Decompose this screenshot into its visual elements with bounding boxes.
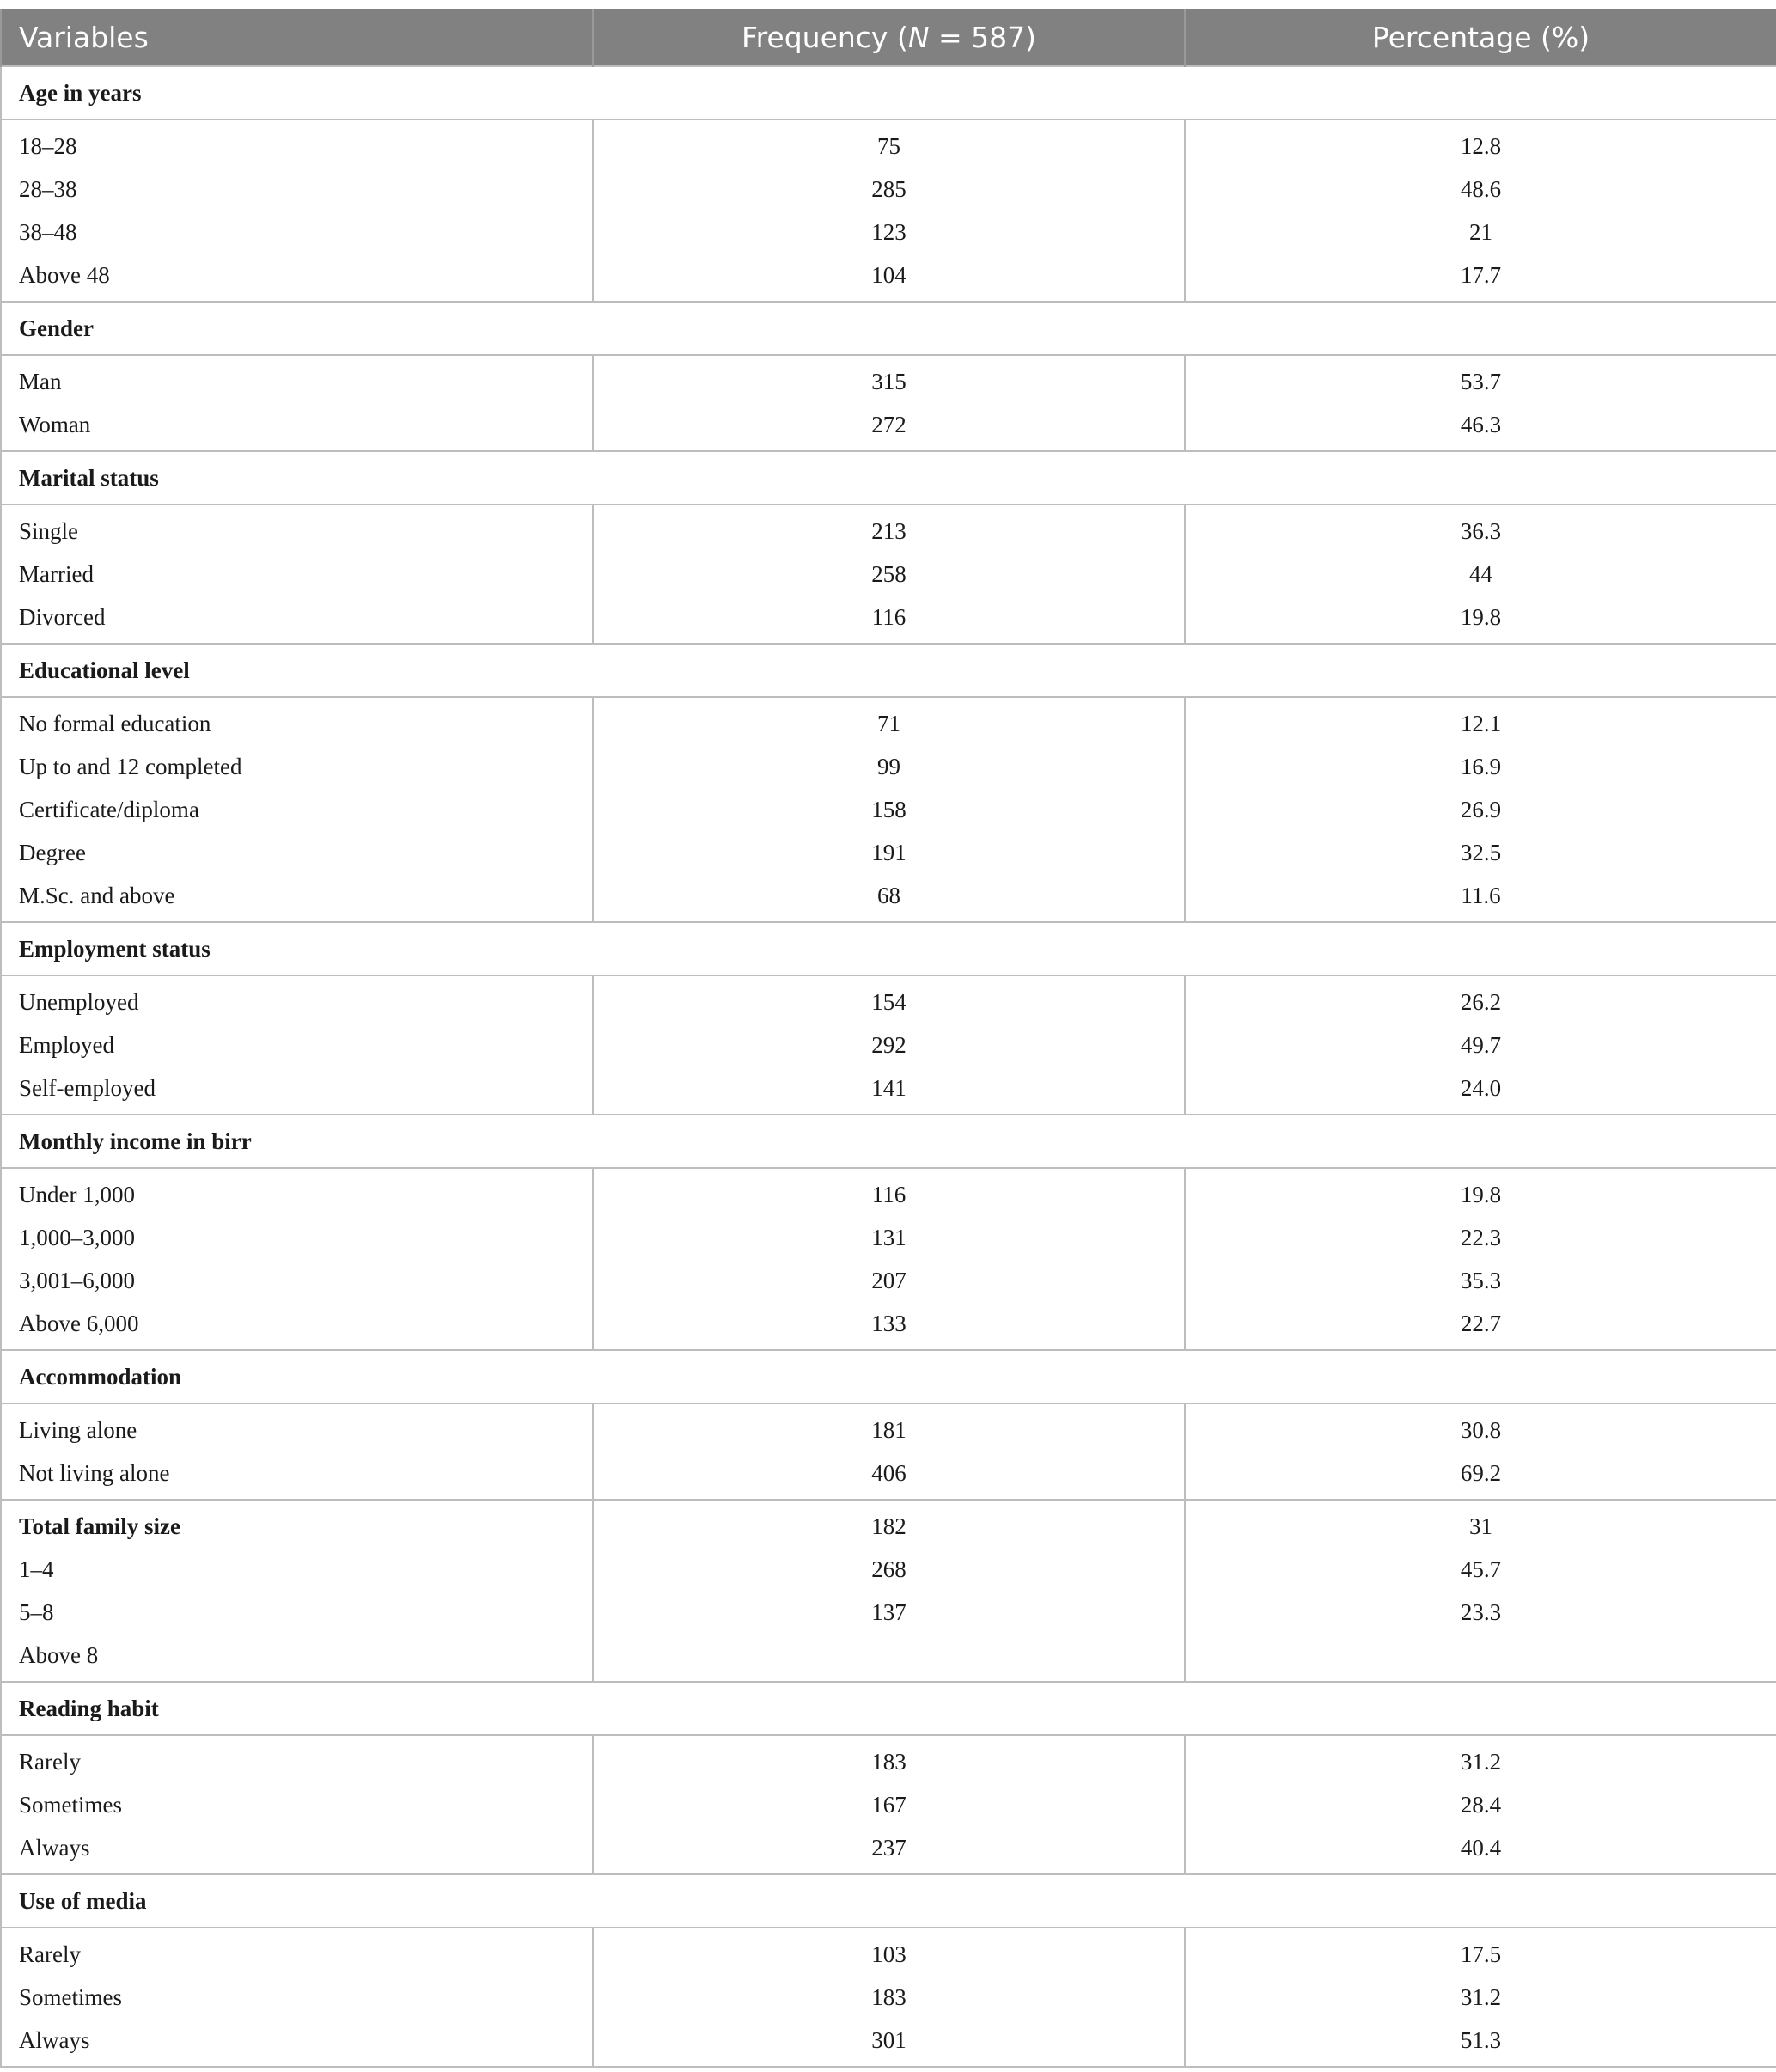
row-percentage: 44 (1185, 553, 1776, 596)
row-label: Above 48 (1, 254, 593, 302)
row-label: Always (1, 2019, 593, 2067)
row-frequency: 133 (593, 1302, 1185, 1350)
header-frequency-prefix: Frequency ( (741, 20, 908, 54)
table-row (1, 1259, 1776, 1302)
row-frequency (593, 1634, 1185, 1682)
row-frequency: 167 (593, 1783, 1185, 1826)
header-row (1, 9, 1776, 66)
row-frequency: 191 (593, 831, 1185, 874)
row-label: 18–28 (1, 119, 593, 168)
row-frequency: 71 (593, 697, 1185, 745)
table-row (1, 1591, 1776, 1634)
row-frequency: 99 (593, 745, 1185, 788)
row-frequency: 68 (593, 874, 1185, 922)
row-label: M.Sc. and above (1, 874, 593, 922)
row-label: 28–38 (1, 168, 593, 211)
row-percentage: 23.3 (1185, 1591, 1776, 1634)
row-frequency: 237 (593, 1826, 1185, 1874)
row-frequency: 137 (593, 1591, 1185, 1634)
row-percentage: 28.4 (1185, 1783, 1776, 1826)
row-frequency: 181 (593, 1403, 1185, 1452)
table-row (1, 553, 1776, 596)
header-variables: Variables (1, 9, 593, 66)
row-percentage: 17.7 (1185, 254, 1776, 302)
row-frequency: 103 (593, 1928, 1185, 1976)
table-row (1, 504, 1776, 553)
row-frequency: 158 (593, 788, 1185, 831)
table-row (1, 1024, 1776, 1067)
row-label: Self-employed (1, 1067, 593, 1115)
table-row (1, 1067, 1776, 1115)
row-frequency: 406 (593, 1452, 1185, 1500)
table-row (1, 1452, 1776, 1500)
row-percentage: 30.8 (1185, 1403, 1776, 1452)
table-row (1, 1783, 1776, 1826)
row-percentage: 40.4 (1185, 1826, 1776, 1874)
table-row (1, 745, 1776, 788)
row-label: 5–8 (1, 1591, 593, 1634)
section-header-row (1, 644, 1776, 697)
row-frequency: 207 (593, 1259, 1185, 1302)
table-row (1, 1168, 1776, 1216)
row-percentage: 49.7 (1185, 1024, 1776, 1067)
row-frequency: 315 (593, 355, 1185, 403)
table-row (1, 596, 1776, 644)
table-row (1, 1928, 1776, 1976)
section-title: Reading habit (1, 1682, 1776, 1735)
row-percentage: 22.7 (1185, 1302, 1776, 1350)
table-row (1, 1634, 1776, 1682)
row-label: Divorced (1, 596, 593, 644)
section-header-row (1, 1874, 1776, 1928)
row-label: 1,000–3,000 (1, 1216, 593, 1259)
row-percentage: 11.6 (1185, 874, 1776, 922)
row-frequency: 116 (593, 596, 1185, 644)
section-title: Accommodation (1, 1350, 1776, 1403)
row-percentage: 17.5 (1185, 1928, 1776, 1976)
row-frequency: 213 (593, 504, 1185, 553)
section-title: Marital status (1, 451, 1776, 504)
row-percentage: 21 (1185, 211, 1776, 254)
row-label: Not living alone (1, 1452, 593, 1500)
row-frequency: 75 (593, 119, 1185, 168)
row-frequency: 183 (593, 1735, 1185, 1783)
table-row (1, 831, 1776, 874)
row-label: Rarely (1, 1928, 593, 1976)
row-frequency: 141 (593, 1067, 1185, 1115)
table-row (1, 119, 1776, 168)
header-frequency (593, 9, 1185, 66)
row-percentage: 45.7 (1185, 1548, 1776, 1591)
section-title: Gender (1, 302, 1776, 355)
table-row (1, 211, 1776, 254)
row-percentage: 24.0 (1185, 1067, 1776, 1115)
section-header-row (1, 1115, 1776, 1168)
row-frequency: 258 (593, 553, 1185, 596)
row-percentage: 22.3 (1185, 1216, 1776, 1259)
row-frequency: 292 (593, 1024, 1185, 1067)
row-label: 3,001–6,000 (1, 1259, 593, 1302)
table-row (1, 1735, 1776, 1783)
row-label: Degree (1, 831, 593, 874)
row-label: Woman (1, 403, 593, 451)
row-percentage: 51.3 (1185, 2019, 1776, 2067)
family-size-title: Total family size (1, 1500, 593, 1548)
section-title: Employment status (1, 922, 1776, 975)
row-label: Sometimes (1, 1783, 593, 1826)
table-row (1, 975, 1776, 1024)
row-percentage: 46.3 (1185, 403, 1776, 451)
section-header-row (1, 1682, 1776, 1735)
row-frequency: 268 (593, 1548, 1185, 1591)
row-percentage: 35.3 (1185, 1259, 1776, 1302)
table-row (1, 168, 1776, 211)
row-percentage: 16.9 (1185, 745, 1776, 788)
row-label: Unemployed (1, 975, 593, 1024)
header-percentage: Percentage (%) (1185, 9, 1776, 66)
row-frequency: 116 (593, 1168, 1185, 1216)
row-percentage (1185, 1634, 1776, 1682)
row-label: 1–4 (1, 1548, 593, 1591)
row-label: Rarely (1, 1735, 593, 1783)
table-row (1, 1403, 1776, 1452)
section-header-row (1, 302, 1776, 355)
row-label: Above 8 (1, 1634, 593, 1682)
demographics-table (0, 9, 1776, 2068)
table-row (1, 1302, 1776, 1350)
row-label: Certificate/diploma (1, 788, 593, 831)
table-row (1, 697, 1776, 745)
row-percentage: 48.6 (1185, 168, 1776, 211)
row-percentage: 69.2 (1185, 1452, 1776, 1500)
table-row (1, 874, 1776, 922)
row-label: Married (1, 553, 593, 596)
row-percentage: 32.5 (1185, 831, 1776, 874)
table-body (1, 66, 1776, 2067)
table-row (1, 1976, 1776, 2019)
row-label: Above 6,000 (1, 1302, 593, 1350)
row-percentage: 19.8 (1185, 1168, 1776, 1216)
section-header-row (1, 66, 1776, 119)
row-frequency: 301 (593, 2019, 1185, 2067)
row-frequency: 123 (593, 211, 1185, 254)
row-label: Employed (1, 1024, 593, 1067)
row-label: Living alone (1, 1403, 593, 1452)
demographics-table-container (0, 9, 1776, 2068)
section-header-row (1, 1350, 1776, 1403)
row-label: Always (1, 1826, 593, 1874)
section-header-row (1, 922, 1776, 975)
row-label: Under 1,000 (1, 1168, 593, 1216)
table-row (1, 1548, 1776, 1591)
row-frequency: 183 (593, 1976, 1185, 2019)
section-header-row (1, 451, 1776, 504)
row-percentage: 31.2 (1185, 1976, 1776, 2019)
section-title: Monthly income in birr (1, 1115, 1776, 1168)
table-row (1, 1216, 1776, 1259)
row-percentage: 19.8 (1185, 596, 1776, 644)
table-row (1, 355, 1776, 403)
row-label: Single (1, 504, 593, 553)
row-percentage: 26.9 (1185, 788, 1776, 831)
row-percentage: 12.1 (1185, 697, 1776, 745)
row-label: Up to and 12 completed (1, 745, 593, 788)
row-percentage: 12.8 (1185, 119, 1776, 168)
row-frequency: 182 (593, 1500, 1185, 1548)
table-header (1, 9, 1776, 66)
header-frequency-n: N (907, 20, 930, 54)
section-title: Educational level (1, 644, 1776, 697)
row-percentage: 36.3 (1185, 504, 1776, 553)
row-percentage: 31.2 (1185, 1735, 1776, 1783)
section-title: Age in years (1, 66, 1776, 119)
row-frequency: 104 (593, 254, 1185, 302)
row-frequency: 131 (593, 1216, 1185, 1259)
table-row (1, 2019, 1776, 2067)
row-label: No formal education (1, 697, 593, 745)
row-percentage: 53.7 (1185, 355, 1776, 403)
row-frequency: 154 (593, 975, 1185, 1024)
table-row (1, 403, 1776, 451)
row-label: Man (1, 355, 593, 403)
section-title: Use of media (1, 1874, 1776, 1928)
family-size-header-row (1, 1500, 1776, 1548)
row-frequency: 285 (593, 168, 1185, 211)
row-label: Sometimes (1, 1976, 593, 2019)
table-row (1, 1826, 1776, 1874)
table-row (1, 254, 1776, 302)
table-row (1, 788, 1776, 831)
row-percentage: 31 (1185, 1500, 1776, 1548)
row-frequency: 272 (593, 403, 1185, 451)
row-label: 38–48 (1, 211, 593, 254)
row-percentage: 26.2 (1185, 975, 1776, 1024)
header-frequency-suffix: = 587) (929, 20, 1037, 54)
